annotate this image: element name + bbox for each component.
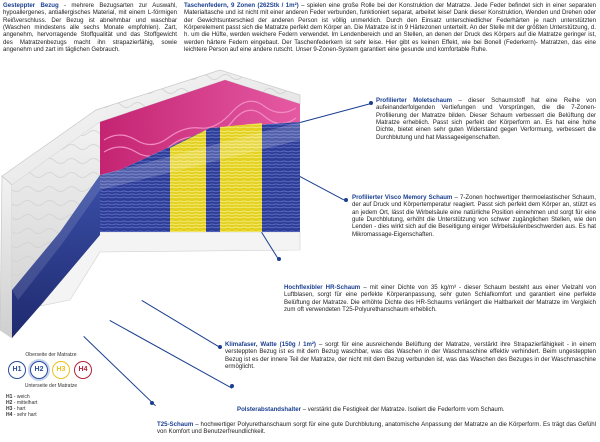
section-text-molet: – dieser Schaumstoff hat eine Reihe von aufeinanderfolgenden Vertiefungen und Vorsprüngen, die die 7-Zonen-Profilierung der Matratze bilden. Dieser Schaum verbessert die Belüftung der Matratze erheblich. Passt sich perfekt der Körperform an. Es hat eine hohe Dichte, bietet einen sehr guten Widerstand gegen Verformung, verbessert die Durchblutung und hat Massageeigenschaften. bbox=[376, 97, 596, 141]
section-molet bbox=[376, 97, 596, 141]
section-text-t25: – hochwertiger Polyurethanschaum sorgt für eine gute Durchblutung, anatomische Anpassung der Matratze an die Körperform. Es trägt das Gefühl von Komfort und Benutzerfreundlichkeit. bbox=[157, 421, 596, 436]
section-hr bbox=[284, 284, 596, 313]
leader-dot-polster bbox=[230, 384, 234, 388]
section-title-hr: Hochflexibler HR-Schaum bbox=[284, 284, 361, 291]
section-federn bbox=[184, 2, 596, 53]
section-title-molet: Profilierter Moletschaum bbox=[376, 97, 453, 104]
section-title-t25: T25-Schaum bbox=[157, 421, 194, 428]
section-text-klima: – sorgt für eine ausreichende Belüftung der Matratze, verstärkt ihre Strapazierfähigkeit - in einem versteppten Bezug ist es mit dem Bezug waschbar, was das Waschen in der Waschmaschine effektiv verhindert. Beim ungesteppten Bezug ist es der innere Teil der Matratze, der nicht mit dem Bezug verbunden ist, was das Waschen des Bezuges in der Waschmaschine ermöglicht. bbox=[225, 341, 596, 371]
section-text-visco: – 7-Zonen hochwertiger thermoelastischer Schaum, der auf Druck und Körpertemperatur reagiert. Passt sich perfekt dem Körper an, stützt es an jedem Ort, lässt die Wirbelsäule eine natürliche Position einnehmen und sorgt für eine gute Durchblutung, erhöht die Unterstützung von schwer zugänglichen Stellen, wie den Lenden - dies wirkt sich auf die Beseitigung einiger Wirbelsäulenbeschwerden aus. Es hat Mikromassage-Eigenschaften. bbox=[352, 194, 596, 238]
section-text-hr: – mit einer Dichte von 35 kg/m³ - dieser Schaum besteht aus einer Vielzahl von Luftblasen, sorgt für eine perfekte Körperanpassung, sehr guten Schlafkomfort und garantiert eine perfekte Belüftung der Matratze. Die erhöhte Dichte des HR-Schaums verlängert die Haltbarkeit der Matratze im Vergleich zum oft verwendeten T25-Polyurethanschaum erheblich. bbox=[284, 284, 597, 314]
hardness-legend bbox=[6, 352, 96, 418]
legend-bottom-caption: Unterseite der Matratze bbox=[24, 383, 78, 389]
hardness-circle-h3: H3 bbox=[52, 361, 70, 379]
section-visco bbox=[352, 194, 596, 238]
leader-dot-hr bbox=[277, 257, 281, 261]
leader-dot-t25 bbox=[150, 401, 154, 405]
section-title-klima: Klimafaser, Watte (150g / 1m²) bbox=[225, 341, 316, 348]
hardness-line-h2: H2 - mittelhart bbox=[6, 400, 38, 406]
hardness-circle-h2: H2 bbox=[30, 361, 48, 379]
hardness-circle-h1: H1 bbox=[8, 361, 26, 379]
section-title-visco: Profilierter Visco Memory Schaum bbox=[352, 194, 453, 201]
section-t25 bbox=[157, 421, 596, 436]
leader-dot-molet bbox=[369, 101, 373, 105]
hardness-circle-h4: H4 bbox=[74, 361, 92, 379]
section-text-polster: – verstärkt die Festigkeit der Matratze. Isoliert die Federform vom Schaum. bbox=[301, 406, 505, 413]
hardness-line-h3: H3 - hart bbox=[6, 406, 26, 412]
section-text-bezug: - mehrere Bezugsarten zur Auswahl, hypoallergenes, antiallergisches Material, mit einem L-förmigen Reißverschluss. Der Bezug ist abnehmbar und waschbar (Waschen mindestens alle sechs Monate empfohlen). Zart, angenehm, hervorragende Stoffqualität und das Stoffgewicht des Matratzenbezugs macht ihn strapazierfähig, sowie angenehm und zart im täglichen Gebrauch. bbox=[3, 2, 177, 54]
hardness-line-h1: H1 - weich bbox=[6, 394, 30, 400]
section-title-polster: Polsterabstandshalter bbox=[237, 406, 302, 413]
hardness-circles bbox=[8, 361, 96, 381]
section-title-bezug: Gesteppter Bezug bbox=[3, 2, 59, 9]
section-title-federn: Taschenfedern, 9 Zonen (262Stk / 1m²) bbox=[184, 2, 299, 9]
section-klima bbox=[225, 341, 596, 370]
section-bezug bbox=[3, 2, 177, 53]
legend-top-caption: Oberseite der Matratze bbox=[25, 352, 77, 358]
leader-dot-visco bbox=[344, 198, 348, 202]
leader-dot-klima bbox=[218, 345, 222, 349]
section-text-federn: – spielen eine große Rolle bei der Konstruktion der Matratze. Jede Feder befindet sich in einer separaten Materialtasche und ist nicht mit einer anderen Feder verbunden, funktioniert separat, arbeitet leise! Dank dieser Konstruktion, Wenden und Drehen oder der Gewichtsunterschied der anderen Person ist völlig unmerklich. Durch den Einsatz unterschiedlicher Federhärten je nach unterstützten Körperelement passt sich die Matratze perfekt dem Körper an. Die Matratze ist in 9 Härtezonen unterteilt. An der Stelle mit der größten Unterstützung, d. h. um die Hüfte, werden weichere Federn verwendet. Im Lendenbereich und an Stellen, an denen der Druck des Körpers auf die Matratze geringer ist, werden härtere Federn eingebaut. Der Taschenfederkern ist sehr leise. Hier gibt es keinen Effekt, wie bei Bonell (Federkern)- Matratzen, das eine leichtere Person auf eine andere rutscht. Unser 9-Zonen-System garantiert eine gesunde und komfortable Ruhe. bbox=[184, 2, 596, 54]
section-polster bbox=[237, 406, 596, 413]
hardness-line-h4: H4 - sehr hart bbox=[6, 412, 37, 418]
